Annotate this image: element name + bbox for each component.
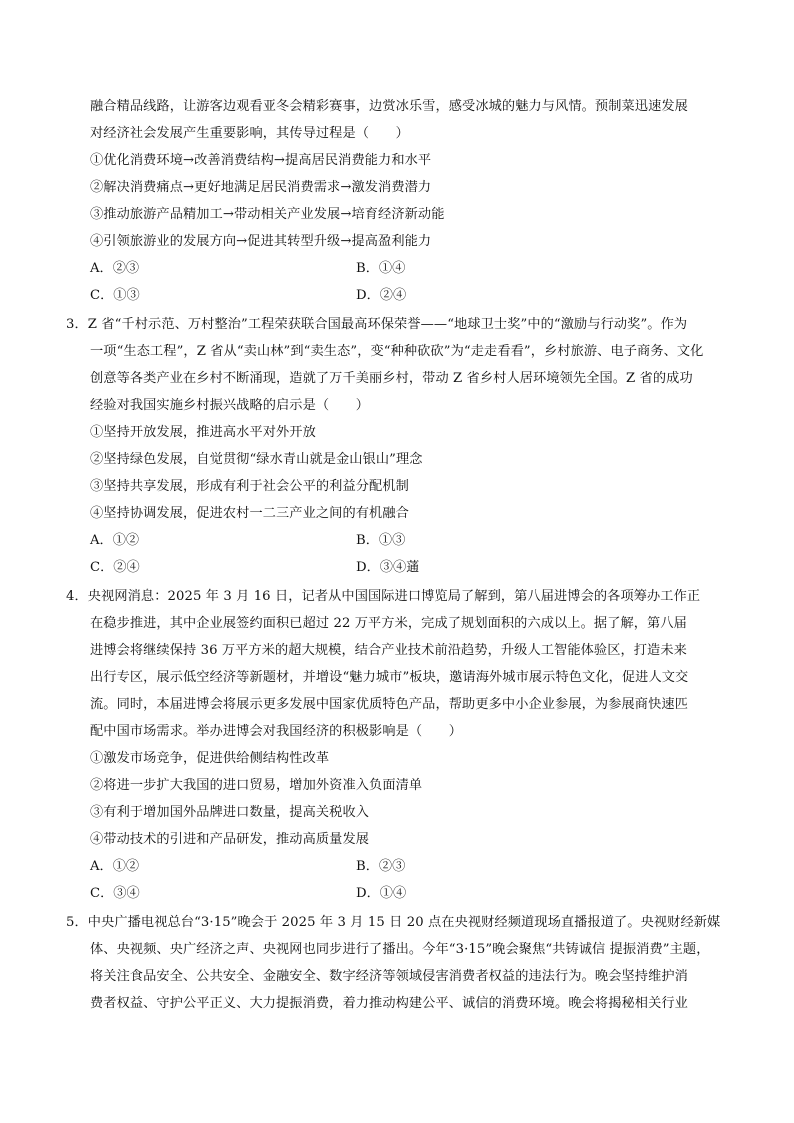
q3-statement-3: ③坚持共享发展，形成有利于社会公平的利益分配机制 [90, 479, 409, 494]
q3-option-c: C．②④ [90, 560, 140, 575]
q3-stem-line-1: 3．Z 省“千村示范、万村整治”工程荣获联合国最高环保荣誉——“地球卫士奖”中的“激励与行动奖”。作为 [66, 317, 688, 332]
q2-option-c: C．①③ [90, 288, 140, 303]
q3-option-d-text: D．③④ [356, 560, 407, 575]
q2-stem-line-2: 对经济社会发展产生重要影响，其传导过程是（ ） [90, 126, 409, 141]
q5-stem-line-2: 体、央视频、央广经济之声、央视网也同步进行了播出。今年“3·15”晚会聚焦“共铸诚信 提振消费”主题， [90, 942, 710, 957]
q4-stem-line-6: 配中国市场需求。举办进博会对我国经济的积极影响是（ ） [90, 724, 463, 739]
q2-stem-line-1: 融合精品线路，让游客边观看亚冬会精彩赛事，边赏冰乐雪，感受冰城的魅力与风情。预制菜迅速发展 [90, 99, 688, 114]
q3-option-a: A．①② [90, 533, 140, 548]
q2-statement-3: ③推动旅游产品精加工→带动相关产业发展→培育经济新动能 [90, 207, 445, 222]
q2-option-b: B．①④ [356, 261, 406, 276]
q4-stem-line-1: 4．央视网消息：2025 年 3 月 16 日，记者从中国国际进口博览局了解到，第八届进博会的各项筹办工作正 [66, 589, 701, 604]
q5-stem-line-1: 5．中央广播电视总台“3·15”晚会于 2025 年 3 月 15 日 20 点在央视财经频道现场直播报道了。央视财经新媒 [66, 915, 721, 930]
q3-statement-1: ①坚持开放发展，推进高水平对外开放 [90, 425, 316, 440]
q5-stem-line-4: 费者权益、守护公平正义、大力提振消费，着力推动构建公平、诚信的消费环境。晚会将揭秘相关行业 [90, 996, 688, 1011]
q3-stray-mark: 蓪 [406, 560, 420, 575]
q4-stem-line-4: 出行专区，展示低空经济等新题材，并增设“魅力城市”板块，邀请海外城市展示特色文化，促进人文交 [90, 670, 689, 685]
q3-statement-4: ④坚持协调发展，促进农村一二三产业之间的有机融合 [90, 506, 409, 521]
q2-statement-4: ④引领旅游业的发展方向→促进其转型升级→提高盈利能力 [90, 234, 432, 249]
q5-stem-line-3: 将关注食品安全、公共安全、金融安全、数字经济等领域侵害消费者权益的违法行为。晚会坚持维护消 [90, 969, 688, 984]
q4-stem-line-3: 进博会将继续保持 36 万平方米的超大规模，结合产业技术前沿趋势，升级人工智能体验区，打造未来 [90, 643, 687, 658]
q4-statement-3: ③有利于增加国外品牌进口数量，提高关税收入 [90, 805, 370, 820]
q4-option-d: D．①④ [356, 886, 407, 901]
q4-stem-line-5: 流。同时，本届进博会将展示更多发展中国家优质特色产品，帮助更多中小企业参展，为参展商快速匹 [90, 697, 688, 712]
q3-option-d [356, 554, 419, 581]
q2-option-d: D．②④ [356, 288, 407, 303]
q2-statement-1: ①优化消费环境→改善消费结构→提高居民消费能力和水平 [90, 153, 432, 168]
q4-statement-4: ④带动技术的引进和产品研发，推动高质量发展 [90, 832, 370, 847]
q3-statement-2: ②坚持绿色发展，自觉贯彻“绿水青山就是金山银山”理念 [90, 452, 423, 467]
q4-stem-line-2: 在稳步推进，其中企业展签约面积已超过 22 万平方米，完成了规划面积的六成以上。据了解，第八届 [90, 616, 687, 631]
q2-option-a: A．②③ [90, 261, 140, 276]
q3-stem-line-2: 一项“生态工程”，Z 省从“卖山林”到“卖生态”，变“种种砍砍”为“走走看看”，乡村旅游、电子商务、文化 [90, 344, 704, 359]
q4-statement-2: ②将进一步扩大我国的进口贸易，增加外资准入负面清单 [90, 778, 423, 793]
q4-statement-1: ①激发市场竞争，促进供给侧结构性改革 [90, 751, 330, 766]
q2-statement-2: ②解决消费痛点→更好地满足居民消费需求→激发消费潜力 [90, 180, 432, 195]
q4-option-c: C．③④ [90, 886, 140, 901]
q3-stem-line-4: 经验对我国实施乡村振兴战略的启示是（ ） [90, 398, 370, 413]
q3-option-b: B．①③ [356, 533, 406, 548]
q4-option-a: A．①② [90, 859, 140, 874]
q4-option-b: B．②③ [356, 859, 406, 874]
q3-stem-line-3: 创意等各类产业在乡村不断涌现，造就了万千美丽乡村，带动 Z 省乡村人居环境领先全国。Z 省的成功 [90, 371, 693, 386]
